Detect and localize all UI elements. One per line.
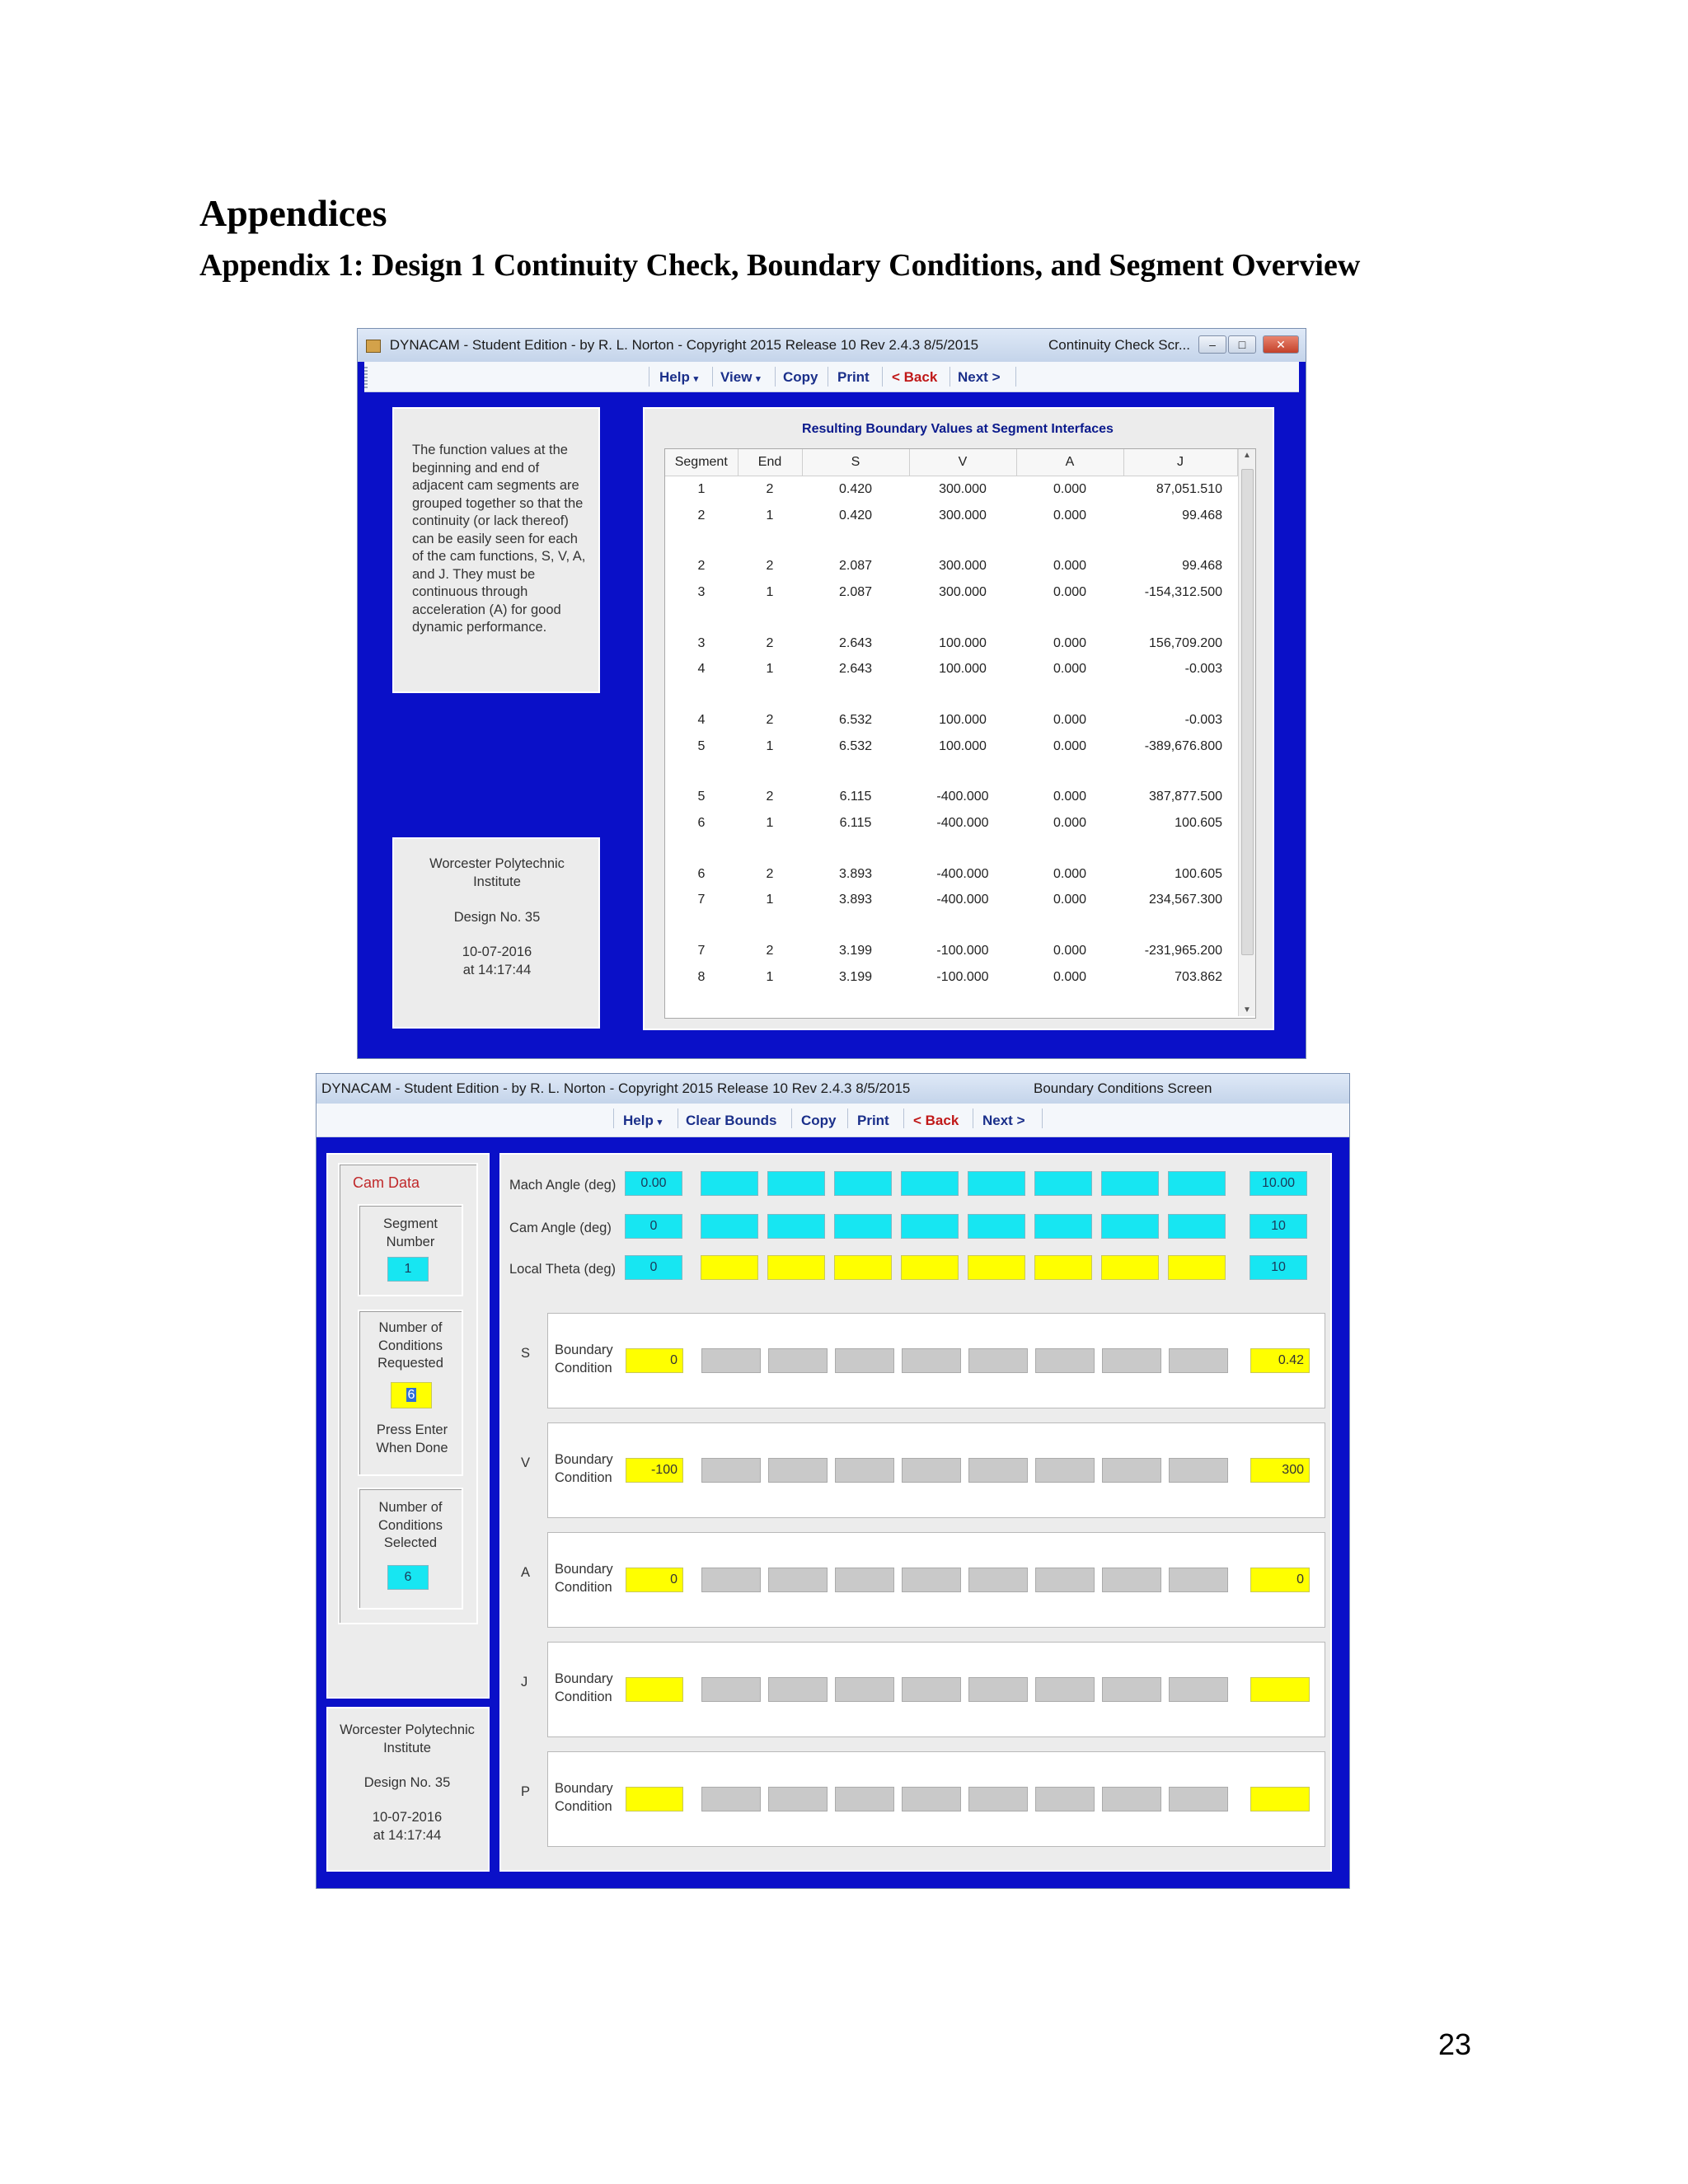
- table-cell: 387,877.500: [1149, 790, 1222, 804]
- table-cell: 2: [766, 481, 774, 496]
- table-cell: 8: [697, 969, 706, 984]
- mach-angle-intermediate-field[interactable]: [1101, 1171, 1159, 1196]
- mach-angle-label: Mach Angle (deg): [509, 1178, 617, 1193]
- cam-data-panel: [326, 1153, 490, 1699]
- intermediate-condition-input[interactable]: [902, 1348, 961, 1373]
- intermediate-condition-input[interactable]: [968, 1787, 1028, 1811]
- boundary-condition-label: Boundary Condition: [555, 1671, 613, 1704]
- table-cell: 100.605: [1175, 816, 1222, 831]
- print-button[interactable]: Print: [857, 1113, 889, 1128]
- intermediate-condition-input[interactable]: [701, 1677, 761, 1702]
- scroll-down-icon[interactable]: ▼: [1243, 1005, 1251, 1015]
- intermediate-condition-input[interactable]: [968, 1458, 1028, 1483]
- column-header[interactable]: V: [909, 449, 1016, 476]
- intermediate-condition-input[interactable]: [1102, 1458, 1161, 1483]
- mach-angle-end-field[interactable]: 10.00: [1250, 1171, 1307, 1196]
- design-time: at 14:17:44: [373, 1828, 442, 1843]
- end-condition-input[interactable]: [1250, 1787, 1310, 1811]
- design-date: 10-07-2016: [372, 1810, 443, 1825]
- window-title-bar[interactable]: [358, 329, 1306, 362]
- design-time: at 14:17:44: [462, 963, 532, 977]
- intermediate-condition-input[interactable]: [1169, 1568, 1228, 1592]
- table-cell: 0.420: [838, 508, 873, 523]
- intermediate-condition-input[interactable]: [768, 1458, 828, 1483]
- table-cell: 5: [697, 790, 706, 804]
- table-cell: -0.003: [1184, 662, 1222, 677]
- institute-name: Worcester Polytechnic Institute: [340, 1722, 475, 1755]
- boundary-condition-row: [547, 1642, 1325, 1737]
- intermediate-condition-input[interactable]: [1169, 1458, 1228, 1483]
- boundary-condition-row: [547, 1422, 1325, 1518]
- table-cell: 0.000: [1053, 790, 1087, 804]
- table-cell: 1: [766, 738, 774, 753]
- table-cell: 0.000: [1053, 584, 1087, 599]
- table-cell: 99.468: [1182, 508, 1222, 523]
- table-cell: -400.000: [936, 893, 989, 907]
- function-letter: J: [521, 1675, 528, 1690]
- toolbar-grip[interactable]: [364, 367, 368, 388]
- table-cell: 0.000: [1053, 481, 1087, 496]
- mach-angle-intermediate-field[interactable]: [968, 1171, 1025, 1196]
- print-button[interactable]: Print: [837, 369, 870, 385]
- table-cell: 2: [766, 944, 774, 958]
- group-spacer: [665, 837, 1237, 861]
- design-info-panel: [326, 1707, 490, 1872]
- table-cell: 2: [766, 559, 774, 574]
- intermediate-condition-input[interactable]: [1169, 1348, 1228, 1373]
- table-cell: -0.003: [1184, 712, 1222, 727]
- intermediate-condition-input[interactable]: [1035, 1787, 1095, 1811]
- table-cell: 0.000: [1053, 559, 1087, 574]
- table-cell: -400.000: [936, 816, 989, 831]
- conditions-requested-box: [358, 1310, 463, 1476]
- vertical-scrollbar[interactable]: [1238, 449, 1255, 1016]
- column-header[interactable]: A: [1016, 449, 1123, 476]
- mach-angle-start-field[interactable]: 0.00: [625, 1171, 682, 1196]
- table-cell: 0.000: [1053, 969, 1087, 984]
- table-cell: 1: [766, 508, 774, 523]
- conditions-selected-label: Number of Conditions Selected: [378, 1500, 443, 1550]
- table-cell: 1: [766, 816, 774, 831]
- boundary-condition-label: Boundary Condition: [555, 1343, 613, 1376]
- local-theta-label: Local Theta (deg): [509, 1262, 617, 1277]
- table-cell: 3: [697, 635, 706, 650]
- table-cell: 0.000: [1053, 944, 1087, 958]
- table-cell: 2: [766, 790, 774, 804]
- boundary-main-panel: [499, 1153, 1332, 1872]
- local-theta-intermediate-field[interactable]: [968, 1255, 1025, 1280]
- group-spacer: [665, 760, 1237, 785]
- segment-number-box: [358, 1204, 463, 1296]
- table-cell: 2: [766, 866, 774, 881]
- start-condition-input[interactable]: 0: [626, 1568, 683, 1592]
- conditions-selected-field: 6: [387, 1565, 429, 1590]
- mach-angle-intermediate-field[interactable]: [1168, 1171, 1226, 1196]
- table-cell: 7: [697, 893, 706, 907]
- intermediate-condition-input[interactable]: [1102, 1787, 1161, 1811]
- table-cell: -400.000: [936, 790, 989, 804]
- table-cell: 300.000: [939, 584, 987, 599]
- intermediate-condition-input[interactable]: [902, 1787, 961, 1811]
- table-cell: 0.000: [1053, 712, 1087, 727]
- intermediate-condition-input[interactable]: [835, 1458, 894, 1483]
- scroll-up-icon[interactable]: ▲: [1243, 451, 1251, 460]
- cam-angle-label: Cam Angle (deg): [509, 1221, 612, 1235]
- cam-angle-intermediate-field[interactable]: [901, 1214, 959, 1239]
- local-theta-intermediate-field[interactable]: [834, 1255, 892, 1280]
- table-cell: 234,567.300: [1149, 893, 1222, 907]
- table-cell: 2: [697, 559, 706, 574]
- close-icon[interactable]: ✕: [1263, 335, 1299, 354]
- intermediate-condition-input[interactable]: [968, 1348, 1028, 1373]
- design-info-panel: [392, 837, 600, 1029]
- boundary-condition-label: Boundary Condition: [555, 1781, 613, 1814]
- cam-angle-intermediate-field[interactable]: [1168, 1214, 1226, 1239]
- column-header[interactable]: J: [1123, 449, 1237, 476]
- cam-angle-intermediate-field[interactable]: [1034, 1214, 1092, 1239]
- table-cell: 100.000: [939, 738, 987, 753]
- table-row: [665, 810, 1237, 837]
- table-cell: 2.643: [838, 662, 873, 677]
- function-letter: P: [521, 1784, 531, 1799]
- table-cell: 3.199: [838, 969, 873, 984]
- conditions-selected-box: [358, 1488, 463, 1610]
- back-button[interactable]: < Back: [892, 369, 938, 385]
- continuity-check-window: [357, 328, 1306, 1059]
- column-header[interactable]: End: [738, 449, 802, 476]
- page-number: 23: [1438, 2027, 1472, 2061]
- info-panel: [392, 407, 600, 693]
- scroll-thumb[interactable]: [1241, 469, 1254, 955]
- menu-bar: [364, 362, 1299, 392]
- segment-number-field[interactable]: 1: [387, 1257, 429, 1282]
- table-cell: 4: [697, 712, 706, 727]
- table-cell: 2.087: [838, 559, 873, 574]
- intermediate-condition-input[interactable]: [1102, 1348, 1161, 1373]
- table-cell: 0.000: [1053, 508, 1087, 523]
- boundary-condition-row: [547, 1532, 1325, 1628]
- clear-bounds-button[interactable]: Clear Bounds: [686, 1113, 777, 1128]
- function-letter: S: [521, 1346, 531, 1361]
- intermediate-condition-input[interactable]: [1169, 1677, 1228, 1702]
- boundary-condition-label: Boundary Condition: [555, 1562, 613, 1595]
- table-cell: 6: [697, 816, 706, 831]
- table-cell: -100.000: [936, 969, 989, 984]
- boundary-condition-label: Boundary Condition: [555, 1452, 613, 1485]
- table-cell: 6.532: [838, 738, 873, 753]
- back-button[interactable]: < Back: [913, 1113, 959, 1128]
- local-theta-intermediate-field[interactable]: [1034, 1255, 1092, 1280]
- window-title: DYNACAM - Student Edition - by R. L. Norton - Copyright 2015 Release 10 Rev 2.4.3 8/5/2015: [389, 337, 979, 353]
- table-cell: 1: [697, 481, 706, 496]
- table-cell: -231,965.200: [1144, 944, 1222, 958]
- intermediate-condition-input[interactable]: [1035, 1677, 1095, 1702]
- table-cell: 2: [766, 712, 774, 727]
- local-theta-end-field[interactable]: 10: [1250, 1255, 1307, 1280]
- cam-angle-intermediate-field[interactable]: [834, 1214, 892, 1239]
- maximize-icon[interactable]: □: [1228, 335, 1256, 354]
- page-title: Appendices: [199, 192, 387, 234]
- table-cell: -400.000: [936, 866, 989, 881]
- screen-name: Boundary Conditions Screen: [1034, 1080, 1212, 1096]
- intermediate-condition-input[interactable]: [701, 1348, 761, 1373]
- function-letter: V: [521, 1455, 531, 1470]
- intermediate-condition-input[interactable]: [1035, 1568, 1095, 1592]
- table-row: [665, 938, 1237, 964]
- table-row: [665, 964, 1237, 991]
- column-header[interactable]: Segment: [665, 449, 738, 476]
- cam-angle-intermediate-field[interactable]: [1101, 1214, 1159, 1239]
- table-row: [665, 630, 1237, 657]
- cam-angle-intermediate-field[interactable]: [968, 1214, 1025, 1239]
- design-date: 10-07-2016: [462, 944, 532, 959]
- press-enter-hint: Press Enter When Done: [376, 1422, 448, 1455]
- intermediate-condition-input[interactable]: [1102, 1568, 1161, 1592]
- table-cell: 1: [766, 893, 774, 907]
- table-cell: 6.532: [838, 712, 873, 727]
- dropdown-arrow-icon: ▾: [756, 374, 761, 384]
- design-number: Design No. 35: [453, 910, 541, 925]
- screen-name: Continuity Check Scr...: [1048, 337, 1190, 353]
- table-cell: 0.000: [1053, 662, 1087, 677]
- design-number: Design No. 35: [363, 1775, 451, 1790]
- table-row: [665, 888, 1237, 914]
- institute-name: Worcester Polytechnic Institute: [429, 856, 565, 889]
- next-button[interactable]: Next >: [958, 369, 1001, 385]
- intermediate-condition-input[interactable]: [968, 1677, 1028, 1702]
- help-menu[interactable]: Help ▾: [623, 1113, 663, 1128]
- mach-angle-intermediate-field[interactable]: [701, 1171, 758, 1196]
- cam-data-label: Cam Data: [353, 1174, 420, 1191]
- end-condition-input[interactable]: [1250, 1677, 1310, 1702]
- end-condition-input[interactable]: 0.42: [1250, 1348, 1310, 1373]
- table-cell: 3.199: [838, 944, 873, 958]
- mach-angle-intermediate-field[interactable]: [1034, 1171, 1092, 1196]
- table-cell: 1: [766, 662, 774, 677]
- intermediate-condition-input[interactable]: [701, 1568, 761, 1592]
- start-condition-input[interactable]: [626, 1787, 683, 1811]
- table-cell: 0.000: [1053, 738, 1087, 753]
- boundary-conditions-window: [316, 1073, 1350, 1889]
- end-condition-input[interactable]: 300: [1250, 1458, 1310, 1483]
- table-row: [665, 733, 1237, 760]
- table-cell: 100.000: [939, 662, 987, 677]
- conditions-requested-input[interactable]: 6: [391, 1382, 432, 1408]
- group-spacer: [665, 528, 1237, 553]
- cam-angle-end-field[interactable]: 10: [1250, 1214, 1307, 1239]
- table-row: [665, 503, 1237, 529]
- table-cell: -154,312.500: [1144, 584, 1222, 599]
- start-condition-input[interactable]: -100: [626, 1458, 683, 1483]
- table-cell: 2: [697, 508, 706, 523]
- appendix-heading: Appendix 1: Design 1 Continuity Check, Boundary Conditions, and Segment Overview: [199, 248, 1361, 283]
- end-condition-input[interactable]: 0: [1250, 1568, 1310, 1592]
- window-title: DYNACAM - Student Edition - by R. L. Norton - Copyright 2015 Release 10 Rev 2.4.3 8/5/2015: [321, 1080, 911, 1096]
- column-header[interactable]: S: [802, 449, 909, 476]
- table-cell: 3: [697, 584, 706, 599]
- table-cell: 99.468: [1182, 559, 1222, 574]
- table-row: [665, 579, 1237, 606]
- intermediate-condition-input[interactable]: [835, 1348, 894, 1373]
- intermediate-condition-input[interactable]: [968, 1568, 1028, 1592]
- table-cell: 5: [697, 738, 706, 753]
- table-cell: 100.605: [1175, 866, 1222, 881]
- dropdown-arrow-icon: ▾: [657, 1118, 663, 1127]
- intermediate-condition-input[interactable]: [768, 1568, 828, 1592]
- segment-number-label: Segment Number: [382, 1216, 438, 1249]
- table-cell: 0.420: [838, 481, 873, 496]
- table-cell: 0.000: [1053, 893, 1087, 907]
- intermediate-condition-input[interactable]: [701, 1458, 761, 1483]
- results-panel: [643, 407, 1274, 1030]
- local-theta-intermediate-field[interactable]: [1101, 1255, 1159, 1280]
- table-cell: 0.000: [1053, 816, 1087, 831]
- table-row: [665, 707, 1237, 733]
- cam-angle-intermediate-field[interactable]: [767, 1214, 825, 1239]
- table-row: [665, 476, 1237, 503]
- table-cell: 3.893: [838, 866, 873, 881]
- table-cell: 6: [697, 866, 706, 881]
- local-theta-start-field[interactable]: 0: [625, 1255, 682, 1280]
- table-row: [665, 861, 1237, 888]
- start-condition-input[interactable]: 0: [626, 1348, 683, 1373]
- boundary-condition-row: [547, 1313, 1325, 1408]
- function-letter: A: [521, 1565, 531, 1580]
- table-cell: 87,051.510: [1156, 481, 1222, 496]
- table-cell: 703.862: [1175, 969, 1222, 984]
- group-spacer: [665, 682, 1237, 707]
- local-theta-intermediate-field[interactable]: [767, 1255, 825, 1280]
- boundary-condition-row: [547, 1751, 1325, 1847]
- intermediate-condition-input[interactable]: [701, 1787, 761, 1811]
- table-cell: 1: [766, 584, 774, 599]
- table-cell: -389,676.800: [1144, 738, 1222, 753]
- table-cell: 3.893: [838, 893, 873, 907]
- intermediate-condition-input[interactable]: [835, 1677, 894, 1702]
- intermediate-condition-input[interactable]: [768, 1787, 828, 1811]
- menu-bar: [316, 1104, 1349, 1137]
- results-table-title: Resulting Boundary Values at Segment Interfaces: [802, 422, 1114, 436]
- copy-button[interactable]: Copy: [783, 369, 818, 385]
- mach-angle-intermediate-field[interactable]: [767, 1171, 825, 1196]
- table-cell: -100.000: [936, 944, 989, 958]
- copy-button[interactable]: Copy: [801, 1113, 837, 1128]
- window-title-bar[interactable]: [316, 1074, 1349, 1104]
- continuity-info-text: The function values at the beginning and end of adjacent cam segments are grouped together so that the continuity (or lack thereof) can be easily seen for each of the cam functions, S, V, A, and J. They must be continuous through acceleration (A) for good dynamic performance.: [412, 443, 586, 635]
- table-row: [665, 553, 1237, 579]
- table-cell: 0.000: [1053, 635, 1087, 650]
- results-table-frame: [664, 448, 1256, 1019]
- table-row: [665, 656, 1237, 682]
- minimize-icon[interactable]: –: [1198, 335, 1226, 354]
- local-theta-intermediate-field[interactable]: [901, 1255, 959, 1280]
- table-cell: 2: [766, 635, 774, 650]
- intermediate-condition-input[interactable]: [768, 1348, 828, 1373]
- view-menu[interactable]: View ▾: [720, 369, 761, 385]
- start-condition-input[interactable]: [626, 1677, 683, 1702]
- help-menu[interactable]: Help ▾: [659, 369, 699, 385]
- table-cell: 4: [697, 662, 706, 677]
- dropdown-arrow-icon: ▾: [693, 374, 699, 384]
- local-theta-intermediate-field[interactable]: [701, 1255, 758, 1280]
- table-row: [665, 785, 1237, 811]
- table-cell: 6.115: [839, 816, 872, 831]
- cam-angle-intermediate-field[interactable]: [701, 1214, 758, 1239]
- cam-angle-start-field[interactable]: 0: [625, 1214, 682, 1239]
- intermediate-condition-input[interactable]: [768, 1677, 828, 1702]
- table-cell: 7: [697, 944, 706, 958]
- intermediate-condition-input[interactable]: [835, 1568, 894, 1592]
- mach-angle-intermediate-field[interactable]: [901, 1171, 959, 1196]
- table-cell: 100.000: [939, 635, 987, 650]
- local-theta-intermediate-field[interactable]: [1168, 1255, 1226, 1280]
- table-cell: 300.000: [939, 508, 987, 523]
- intermediate-condition-input[interactable]: [902, 1458, 961, 1483]
- intermediate-condition-input[interactable]: [902, 1677, 961, 1702]
- group-spacer: [665, 606, 1237, 630]
- table-cell: 6.115: [839, 790, 872, 804]
- table-cell: 156,709.200: [1149, 635, 1222, 650]
- conditions-requested-label: Number of Conditions Requested: [377, 1320, 443, 1371]
- group-spacer: [665, 913, 1237, 938]
- table-cell: 2.643: [838, 635, 873, 650]
- intermediate-condition-input[interactable]: [1102, 1677, 1161, 1702]
- intermediate-condition-input[interactable]: [1035, 1458, 1095, 1483]
- table-cell: 300.000: [939, 481, 987, 496]
- table-cell: 1: [766, 969, 774, 984]
- table-cell: 100.000: [939, 712, 987, 727]
- table-cell: 300.000: [939, 559, 987, 574]
- next-button[interactable]: Next >: [982, 1113, 1025, 1128]
- intermediate-condition-input[interactable]: [902, 1568, 961, 1592]
- table-cell: 0.000: [1053, 866, 1087, 881]
- boundary-values-table: [665, 449, 1238, 991]
- app-icon: [366, 340, 381, 353]
- cam-data-group: [338, 1163, 478, 1624]
- intermediate-condition-input[interactable]: [1035, 1348, 1095, 1373]
- table-cell: 2.087: [838, 584, 873, 599]
- intermediate-condition-input[interactable]: [1169, 1787, 1228, 1811]
- intermediate-condition-input[interactable]: [835, 1787, 894, 1811]
- mach-angle-intermediate-field[interactable]: [834, 1171, 892, 1196]
